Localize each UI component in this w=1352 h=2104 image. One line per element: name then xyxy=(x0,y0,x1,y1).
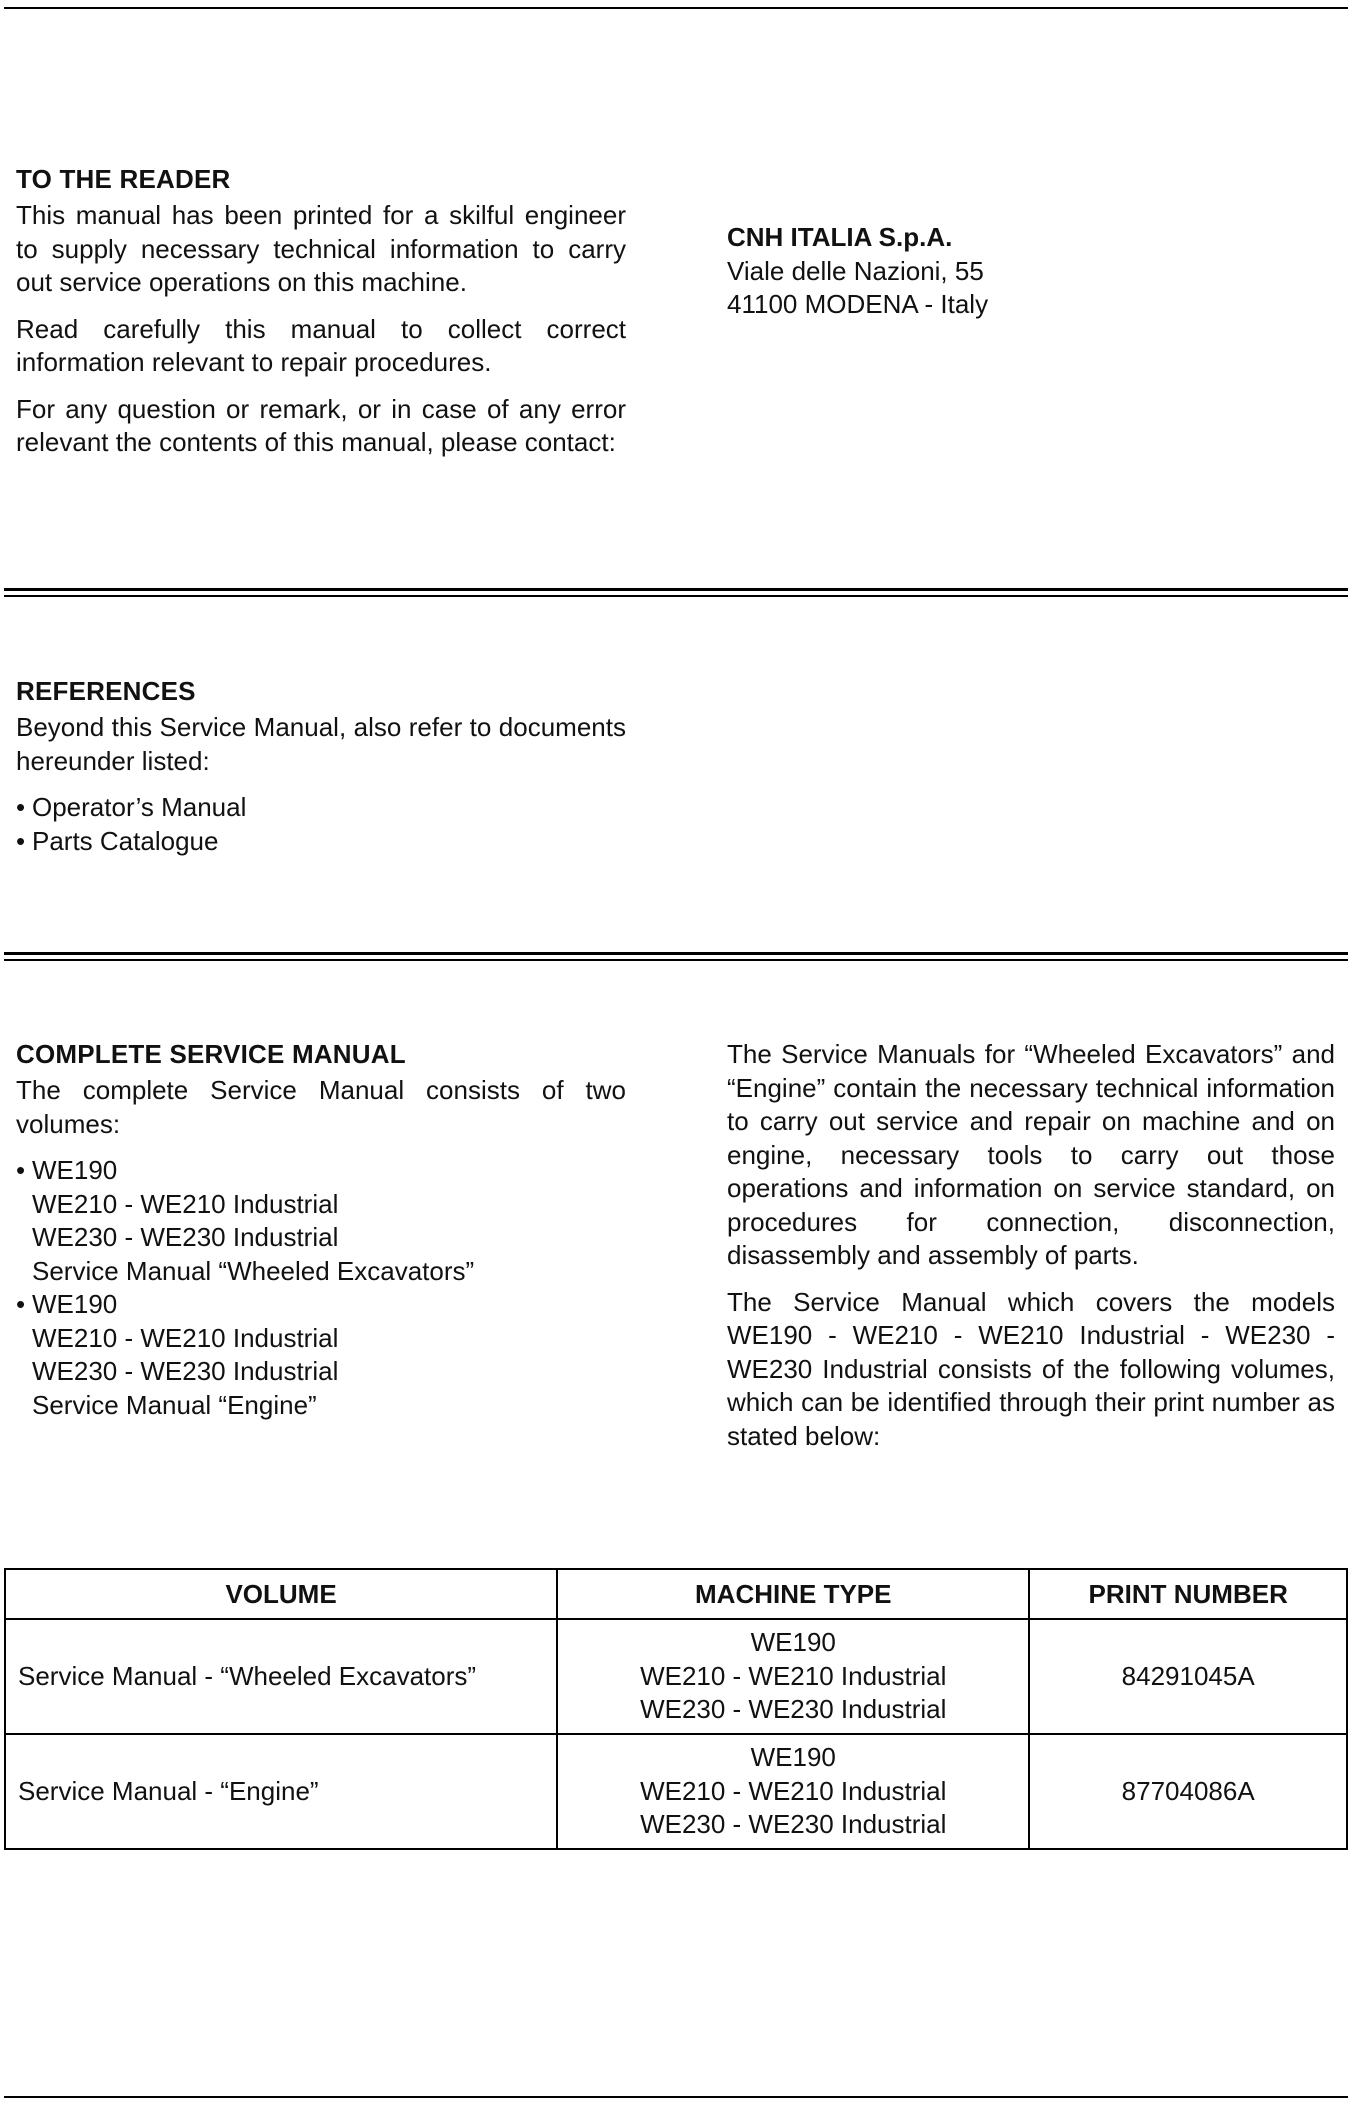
volume-line: WE210 - WE210 Industrial xyxy=(32,1322,339,1353)
volume-line: • WE190 xyxy=(32,1155,118,1185)
machine-type-cell xyxy=(557,1734,1029,1849)
reader-paragraph-3: For any question or remark, or in case of any error relevant the contents of this manual, please contact: xyxy=(16,393,626,457)
table-row xyxy=(5,1619,1347,1734)
complete-description xyxy=(727,1038,1335,1453)
volume-line: WE230 - WE230 Industrial xyxy=(32,1356,339,1386)
address-street: Viale delle Nazioni, 55 xyxy=(727,255,984,286)
machine-line: WE230 - WE230 Industrial xyxy=(640,1694,947,1725)
section-divider xyxy=(4,952,1348,962)
reader-heading: TO THE READER xyxy=(16,164,231,194)
machine-line: WE210 - WE210 Industrial xyxy=(640,1660,947,1691)
complete-paragraph-1: The Service Manuals for “Wheeled Excavators” and “Engine” contain the necessary technical information to carry out service and repair on machine and on engine, necessary tools to carry out those operations and information on service standard, on procedures for connection, disconnection, disassembly and assembly of parts. xyxy=(727,1039,1335,1270)
volume-line: Service Manual “Engine” xyxy=(32,1389,317,1420)
machine-line: WE190 xyxy=(750,1742,836,1773)
references-list xyxy=(16,791,626,858)
machine-type-cell xyxy=(557,1619,1029,1734)
complete-intro: The complete Service Manual consists of two volumes: xyxy=(16,1075,626,1139)
print-number-cell: 87704086A xyxy=(1029,1734,1347,1849)
machine-line: WE230 - WE230 Industrial xyxy=(640,1809,947,1840)
column-header-volume: VOLUME xyxy=(5,1569,557,1619)
reader-paragraph-1: This manual has been printed for a skilful engineer to supply necessary technical information to carry out service operations on this machine. xyxy=(16,200,626,297)
complete-heading: COMPLETE SERVICE MANUAL xyxy=(16,1039,406,1069)
volumes-table xyxy=(4,1568,1348,1850)
machine-line: WE190 xyxy=(750,1627,836,1658)
bottom-rule xyxy=(4,2096,1348,2098)
reader-paragraph-2: Read carefully this manual to collect correct information relevant to repair procedures. xyxy=(16,313,626,377)
references-heading: REFERENCES xyxy=(16,676,196,706)
list-item xyxy=(16,1154,626,1288)
references-intro: Beyond this Service Manual, also refer to documents hereunder listed: xyxy=(16,712,626,776)
top-rule xyxy=(4,7,1348,9)
volumes-list xyxy=(16,1154,626,1422)
column-header-print-number: PRINT NUMBER xyxy=(1029,1569,1347,1619)
section-divider xyxy=(4,588,1348,598)
address-company: CNH ITALIA S.p.A. xyxy=(727,222,953,252)
volume-cell: Service Manual - “Wheeled Excavators” xyxy=(5,1619,557,1734)
references-section xyxy=(16,675,626,858)
volume-line: Service Manual “Wheeled Excavators” xyxy=(32,1255,475,1286)
address-city: 41100 MODENA - Italy xyxy=(727,289,989,319)
list-item: • Parts Catalogue xyxy=(16,825,626,859)
reader-section xyxy=(16,163,626,460)
machine-line: WE210 - WE210 Industrial xyxy=(640,1775,947,1806)
volume-line: • WE190 xyxy=(32,1289,118,1319)
list-item: • Operator’s Manual xyxy=(16,791,626,825)
table-header-row xyxy=(5,1569,1347,1619)
volume-cell: Service Manual - “Engine” xyxy=(5,1734,557,1849)
volume-line: WE230 - WE230 Industrial xyxy=(32,1222,339,1252)
column-header-machine-type: MACHINE TYPE xyxy=(557,1569,1029,1619)
print-number-cell: 84291045A xyxy=(1029,1619,1347,1734)
list-item xyxy=(16,1288,626,1422)
table-row xyxy=(5,1734,1347,1849)
complete-paragraph-2: The Service Manual which covers the models WE190 - WE210 - WE210 Industrial - WE230 - WE230 Industrial consists of the following volumes, which can be identified through their print number as stated below: xyxy=(727,1286,1335,1451)
contact-address xyxy=(727,221,1335,322)
volume-line: WE210 - WE210 Industrial xyxy=(32,1188,339,1219)
complete-section xyxy=(16,1038,626,1422)
